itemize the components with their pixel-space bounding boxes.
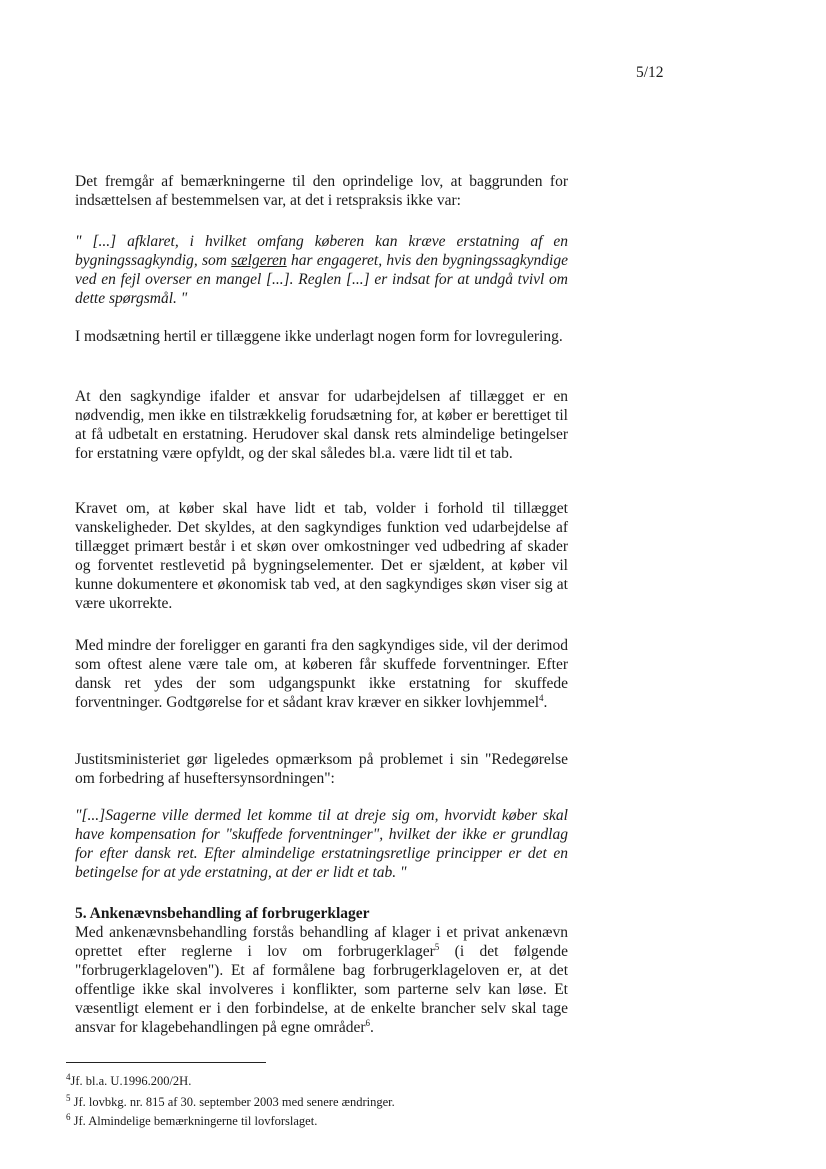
footnote-4: [66, 1071, 192, 1089]
footnote-ref-5: 5: [434, 941, 440, 952]
footnote-ref-4: 4: [539, 692, 544, 703]
quote-2: "[...]Sagerne ville dermed let komme til at dreje sig om, hvorvidt køber skal have kompensation for "skuffede forventninger", hvilket der ikke er grundlag for efter dansk ret. Efter almindelige erstatningsretlige principper er det en betingelse for at yde erstatning, at der er lidt et tab. ": [75, 807, 568, 881]
footnote-5: [66, 1092, 395, 1110]
section-heading: 5. Ankenævnsbehandling af forbrugerklager: [75, 905, 370, 922]
paragraph-7-part-1: Med ankenævnsbehandling forstås behandling af klager i et privat ankenævn oprettet efter reglerne i lov om forbrugerklager: [75, 924, 568, 960]
footnote-number: 6: [66, 1111, 71, 1122]
paragraph-5: [75, 636, 568, 712]
footnote-text: Jf. bl.a. U.1996.200/2H.: [70, 1074, 192, 1088]
paragraph-1: Det fremgår af bemærkningerne til den oprindelige lov, at baggrunden for indsættelsen af bestemmelsen var, at det i retspraksis ikke var:: [75, 173, 568, 209]
footnote-number: 4: [66, 1071, 71, 1082]
paragraph-7-end: .: [370, 1019, 374, 1036]
quote-1: [75, 232, 568, 308]
footnote-text: Jf. lovbkg. nr. 815 af 30. september 2003 med senere ændringer.: [70, 1095, 395, 1109]
footnote-ref-6: 6: [365, 1017, 370, 1028]
paragraph-3: At den sagkyndige ifalder et ansvar for udarbejdelsen af tillægget er en nødvendig, men ikke en tilstrækkelig forudsætning for, at køber er berettiget til at få udbetalt en erstatning. Herudover skal dansk rets almindelige betingelser for erstatning være opfyldt, og der skal således bl.a. være lidt til et tab.: [75, 388, 568, 462]
quote-1-underlined: sælgeren: [231, 252, 287, 269]
paragraph-2: I modsætning hertil er tillæggene ikke underlagt nogen form for lovregulering.: [75, 328, 563, 345]
footnote-6: [66, 1111, 318, 1129]
paragraph-4: Kravet om, at køber skal have lidt et tab, volder i forhold til tillægget vanskeligheder. Det skyldes, at den sagkyndiges funktion ved udarbejdelse af tillægget primært består i et skøn over omkostninger ved udbedring af skader og forventet restlevetid på bygningselementer. Det er sjældent, at køber vil kunne dokumentere et økonomisk tab ved, at den sagkyndiges skøn viser sig at være ukorrekte.: [75, 500, 568, 612]
paragraph-5-end: .: [543, 694, 548, 711]
paragraph-7: [75, 923, 568, 1037]
paragraph-7-part-2: (i det følgende "forbrugerklageloven"). Et af formålene bag forbrugerklageloven er, at det offentlige ikke skal involveres i konflikter, som parterne selv kan løse. Et væsentligt element er i den forbindelse, at de enkelte brancher selv skal tage ansvar for klagebehandlingen på egne områder: [75, 943, 568, 1036]
paragraph-5-text: Med mindre der foreligger en garanti fra den sagkyndiges side, vil der derimod som oftest alene være tale om, at køberen får skuffede forventninger. Efter dansk ret ydes der som udgangspunkt ikke erstatning for skuffede forventninger. Godtgørelse for et sådant krav kræver en sikker lovhjemmel: [75, 637, 568, 711]
paragraph-6: Justitsministeriet gør ligeledes opmærksom på problemet i sin "Redegørelse om forbedring af huseftersynsordningen":: [75, 751, 568, 787]
footnote-rule: [66, 1062, 266, 1063]
footnote-text: Jf. Almindelige bemærkningerne til lovforslaget.: [70, 1114, 318, 1128]
quote-1-part-2: har engageret, hvis den bygningssagkyndige ved en fejl overser en mangel [...]. Reglen [...] er indsat for at undgå tvivl om dette spørgsmål. ": [75, 252, 568, 307]
quote-1-part-1: " [...] afklaret, i hvilket omfang køberen kan kræve erstatning af en bygningssagkyndig, som: [75, 233, 568, 269]
footnote-number: 5: [66, 1092, 71, 1103]
page-number: 5/12: [636, 64, 664, 81]
